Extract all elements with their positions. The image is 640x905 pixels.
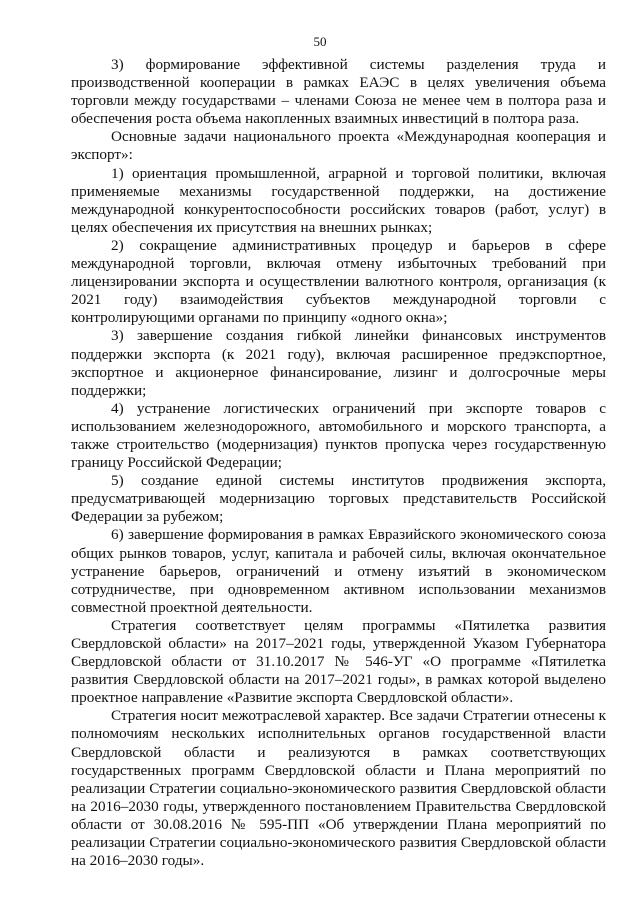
paragraph-goal-3: 3) формирование эффективной системы разделения труда и производственной кооперации в рамках ЕАЭС в целях увеличения объема торговли между государствами – членами Союза не менее чем в полтора раза и обеспечения роста объема накопленных взаимных инвестиций в полтора раза. bbox=[71, 56, 606, 128]
paragraph-task-2: 2) сокращение административных процедур и барьеров в сфере международной торговли, включая отмену избыточных требований при лицензировании экспорта и осуществлении валютного контроля, организация (к 2021 году) взаимодействия субъектов международной торговли с контролирующими органами по принципу «одного окна»; bbox=[71, 236, 606, 327]
paragraph-task-5: 5) создание единой системы институтов продвижения экспорта, предусматривающей модернизацию торговых представительств Российской Федерации за рубежом; bbox=[71, 472, 606, 526]
paragraph-task-3: 3) завершение создания гибкой линейки финансовых инструментов поддержки экспорта (к 2021 году), включая расширенное предэкспортное, экспортное и акционерное финансирование, лизинг и долгосрочные меры поддержки; bbox=[71, 327, 606, 399]
document-body bbox=[71, 56, 606, 870]
paragraph-strategy-program: Стратегия соответствует целям программы «Пятилетка развития Свердловской области» на 2017–2021 годы, утвержденной Указом Губернатора Свердловской области от 31.10.2017 № 546-УГ «О программе «Пятилетка развития Свердловской области на 2017–2021 годы», в рамках которой выделено проектное направление «Развитие экспорта Свердловской области». bbox=[71, 616, 606, 707]
paragraph-task-6: 6) завершение формирования в рамках Евразийского экономического союза общих рынков товаров, услуг, капитала и рабочей силы, включая окончательное устранение барьеров, ограничений и отмену изъятий в экономическом сотрудничестве, при одновременном активном использовании механизмов совместной проектной деятельности. bbox=[71, 526, 606, 616]
paragraph-tasks-intro: Основные задачи национального проекта «Международная кооперация и экспорт»: bbox=[71, 128, 606, 164]
page-number: 50 bbox=[313, 34, 327, 49]
paragraph-task-4: 4) устранение логистических ограничений при экспорте товаров с использованием железнодорожного, автомобильного и морского транспорта, а также строительство (модернизация) пунктов пропуска через государственную границу Российской Федерации; bbox=[71, 399, 606, 472]
paragraph-task-1: 1) ориентация промышленной, аграрной и торговой политики, включая применяемые механизмы государственной поддержки, на достижение международной конкурентоспособности российских товаров (работ, услуг) в целях обеспечения их присутствия на внешних рынках; bbox=[71, 164, 606, 236]
paragraph-strategy-character: Стратегия носит межотраслевой характер. Все задачи Стратегии отнесены к полномочиям нескольких исполнительных органов государственной власти Свердловской области и реализуются в рамках соответствующих государственных программ Свердловской области и Плана мероприятий по реализации Стратегии социально-экономического развития Свердловской области на 2016–2030 годы, утвержденного постановлением Правительства Свердловской области от 30.08.2016 № 595-ПП «Об утверждении Плана мероприятий по реализации Стратегии социально-экономического развития Свердловской области на 2016–2030 годы». bbox=[71, 707, 606, 870]
